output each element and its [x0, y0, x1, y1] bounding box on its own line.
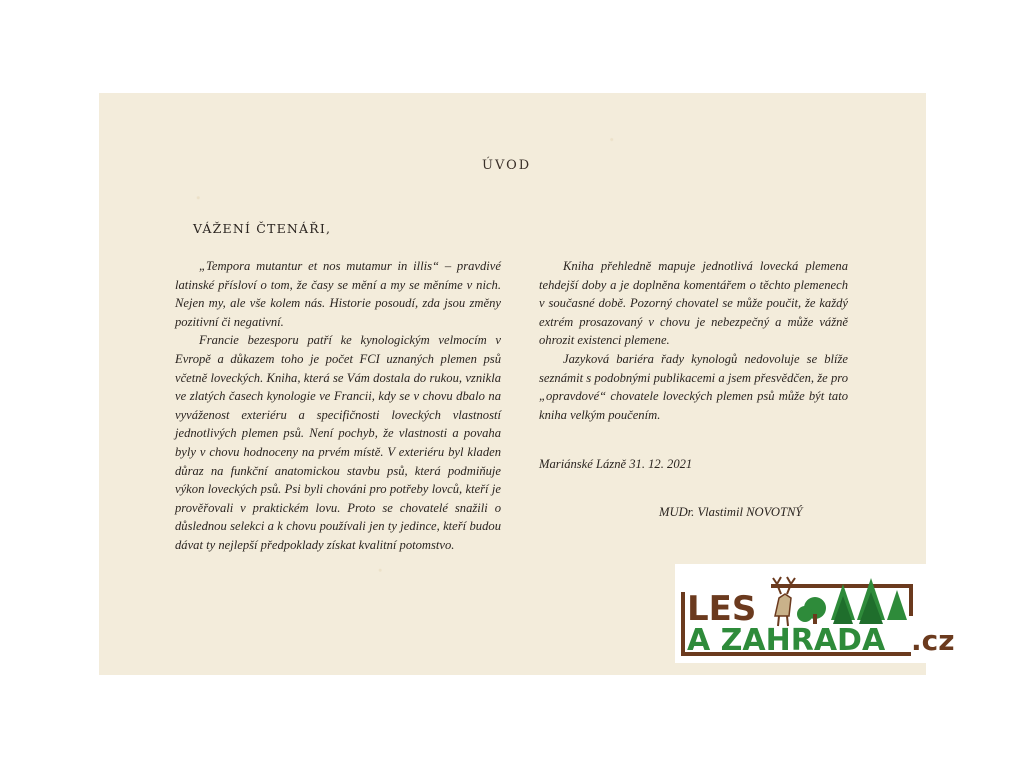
- logo-text-line2: A ZAHRADA: [687, 623, 886, 658]
- right-column: [539, 257, 848, 424]
- date-line: Mariánské Lázně 31. 12. 2021: [539, 457, 693, 471]
- signature: MUDr. Vlastimil NOVOTNÝ: [659, 505, 803, 519]
- salutation: VÁŽENÍ ČTENÁŘI,: [193, 221, 332, 236]
- paragraph: Kniha přehledně mapuje jednotlivá lovecká plemena tehdejší doby a je doplněna komentářem o těchto plemenech v současné době. Pozorný chovatel se může poučit, že každý extrém prosazovaný v chovu je nebezpečný a může vážně ohrozit existenci plemene.: [539, 259, 848, 348]
- paragraph: Francie bezesporu patří ke kynologickým velmocím v Evropě a důkazem toho je počet FCI uznaných plemen psů včetně loveckých. Kniha, která se Vám dostala do rukou, vznikla ve zlatých časech kynologie ve Francii, kdy se v chovu dbalo na vyváženost exteriéru a specifičnosti loveckých vlastností jednotlivých plemen psů. Není pochyb, že vlastnosti a povaha byly v chovu hodnoceny na prvém místě. V exteriéru byl kladen důraz na funkční anatomickou stavbu psů, která podmiňuje výkon loveckých psů. Psi byli chováni pro potřeby lovců, kteří je prověřovali v praktickém lovu. Proto se chovatelé snažili o důslednou selekci a k chovu používali jen ty jedince, kteří budou dávat ty nejlepší předpoklady získat kvalitní potomstvo.: [175, 333, 501, 552]
- logo-graphic: [675, 564, 958, 663]
- page-title: ÚVOD: [482, 158, 532, 173]
- site-logo[interactable]: [675, 564, 958, 663]
- left-column: [175, 257, 501, 555]
- logo-domain-suffix: .cz: [911, 624, 955, 657]
- paragraph: „Tempora mutantur et nos mutamur in illis“ – pravdivé latinské přísloví o tom, že časy se mění a my se měníme v nich. Nejen my, ale vše kolem nás. Historie posoudí, zda jsou změny pozitivní či negativní.: [175, 259, 501, 329]
- logo-text-line1: LES: [687, 589, 757, 629]
- paragraph: Jazyková bariéra řady kynologů nedovoluje se blíže seznámit s podobnými publikacemi a jsem přesvědčen, že pro „opravdové“ chovatele loveckých plemen psů může být tato kniha velkým poučením.: [539, 351, 848, 422]
